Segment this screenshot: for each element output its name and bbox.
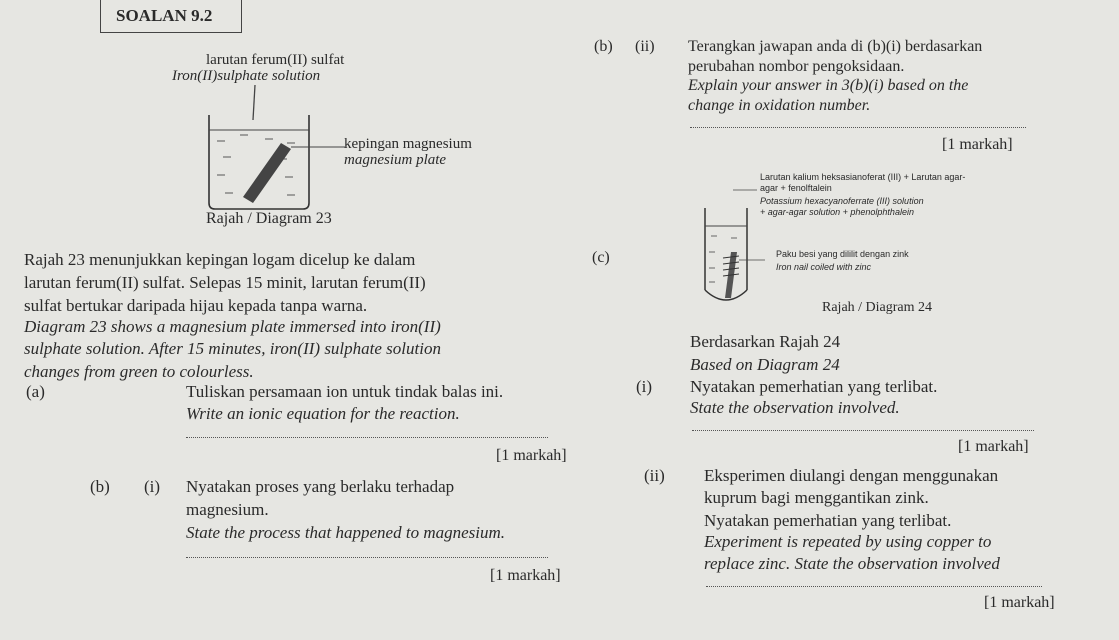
- qa-text-en: Write an ionic equation for the reaction.: [186, 404, 460, 423]
- qc-intro-ms: Berdasarkan Rajah 24: [690, 332, 841, 351]
- d23-plate-label-en: magnesium plate: [344, 152, 447, 168]
- qbii-b-number: (b): [594, 38, 613, 55]
- qbi-number: (i): [144, 477, 161, 496]
- qa-number: (a): [26, 382, 45, 401]
- d24-nail-label-ms: Paku besi yang dililit dengan zink: [776, 249, 909, 259]
- d23-solution-label-ms: larutan ferum(II) sulfat: [206, 52, 345, 68]
- qcii-text-ms-1: Eksperimen diulangi dengan menggunakan: [704, 466, 999, 485]
- d24-solution-label-ms-2: agar + fenolftalein: [760, 183, 832, 193]
- qa-answer-line[interactable]: [186, 437, 548, 438]
- beaker-diagram-23: [195, 85, 345, 215]
- intro-ms-line-2: larutan ferum(II) sulfat. Selepas 15 minit, larutan ferum(II): [24, 273, 426, 292]
- d24-caption: Rajah / Diagram 24: [822, 300, 933, 315]
- d24-solution-label-ms-1: Larutan kalium heksasianoferat (III) + Larutan agar-: [760, 172, 966, 182]
- intro-en-line-1: Diagram 23 shows a magnesium plate immersed into iron(II): [24, 317, 441, 336]
- qcii-text-en-2: replace zinc. State the observation involved: [704, 554, 1000, 573]
- qbi-text-ms-2: magnesium.: [186, 500, 269, 519]
- qcii-answer-line[interactable]: [706, 586, 1042, 587]
- qcii-number: (ii): [644, 466, 665, 485]
- d24-solution-label-en-1: Potassium hexacyanoferrate (III) solution: [760, 196, 924, 206]
- intro-en-line-3: changes from green to colourless.: [24, 362, 254, 381]
- test-tube-diagram-24: [695, 178, 775, 308]
- qa-text-ms: Tuliskan persamaan ion untuk tindak balas ini.: [186, 382, 504, 401]
- intro-ms-line-1: Rajah 23 menunjukkan kepingan logam dicelup ke dalam: [24, 250, 416, 269]
- qbii-text-en-1: Explain your answer in 3(b)(i) based on the: [688, 77, 969, 94]
- qci-text-ms: Nyatakan pemerhatian yang terlibat.: [690, 377, 938, 396]
- qa-mark: [1 markah]: [496, 447, 567, 464]
- qbii-answer-line[interactable]: [690, 127, 1026, 128]
- qci-text-en: State the observation involved.: [690, 398, 900, 417]
- qcii-text-ms-3: Nyatakan pemerhatian yang terlibat.: [704, 511, 952, 530]
- qbi-mark: [1 markah]: [490, 567, 561, 584]
- qbi-answer-line[interactable]: [186, 557, 548, 558]
- intro-en-line-2: sulphate solution. After 15 minutes, iron(II) sulphate solution: [24, 339, 441, 358]
- qci-number: (i): [636, 377, 653, 396]
- qbii-text-en-2: change in oxidation number.: [688, 97, 871, 114]
- intro-ms-line-3: sulfat bertukar daripada hijau kepada tanpa warna.: [24, 296, 368, 315]
- d23-solution-label-en: Iron(II)sulphate solution: [172, 68, 321, 84]
- qc-number: (c): [592, 249, 610, 266]
- qc-intro-en: Based on Diagram 24: [690, 355, 840, 374]
- d23-caption: Rajah / Diagram 23: [206, 210, 332, 227]
- qb-number: (b): [90, 477, 110, 496]
- qcii-text-en-1: Experiment is repeated by using copper to: [704, 532, 992, 551]
- qcii-text-ms-2: kuprum bagi menggantikan zink.: [704, 488, 929, 507]
- qbii-text-ms-1: Terangkan jawapan anda di (b)(i) berdasarkan: [688, 38, 983, 55]
- d24-solution-label-en-2: + agar-agar solution + phenolphthalein: [760, 207, 914, 217]
- d24-nail-label-en: Iron nail coiled with zinc: [776, 262, 872, 272]
- question-title: SOALAN 9.2: [116, 6, 213, 25]
- d23-plate-label-ms: kepingan magnesium: [344, 136, 472, 152]
- qbi-text-en: State the process that happened to magnesium.: [186, 523, 506, 542]
- qbii-mark: [1 markah]: [942, 136, 1013, 153]
- qci-answer-line[interactable]: [692, 430, 1034, 431]
- qci-mark: [1 markah]: [958, 438, 1029, 455]
- qbi-text-ms-1: Nyatakan proses yang berlaku terhadap: [186, 477, 455, 496]
- qbii-text-ms-2: perubahan nombor pengoksidaan.: [688, 58, 905, 75]
- qcii-mark: [1 markah]: [984, 594, 1055, 611]
- qbii-number: (ii): [635, 38, 655, 55]
